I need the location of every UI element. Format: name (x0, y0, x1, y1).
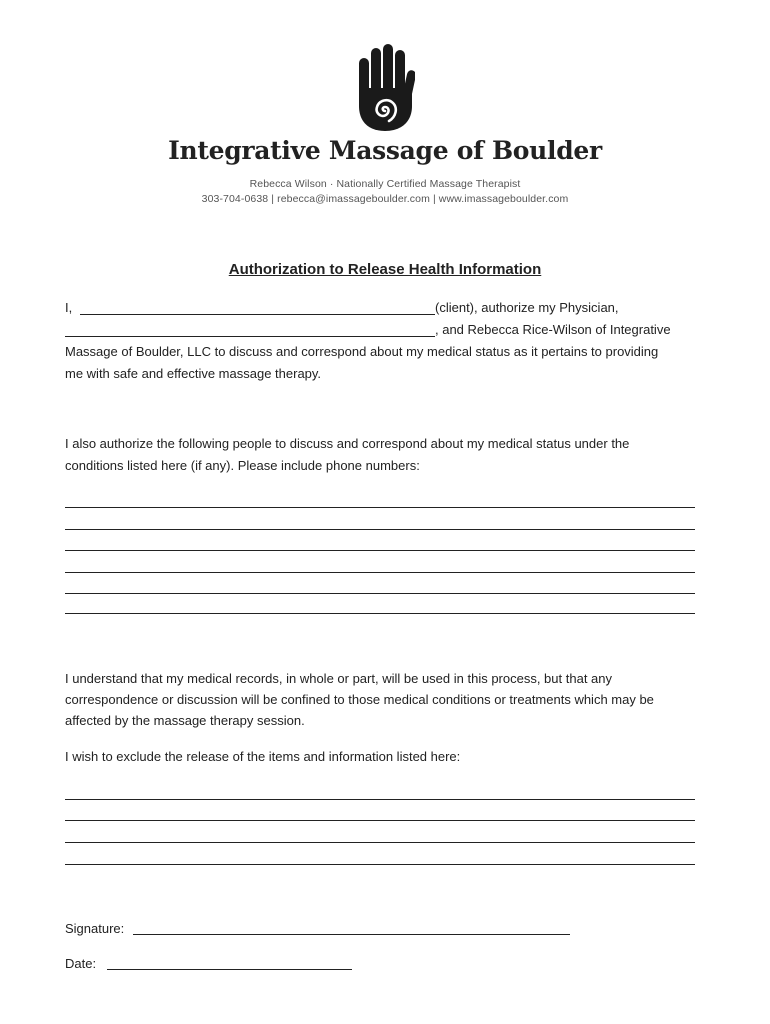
physician-name-field[interactable] (65, 336, 435, 337)
client-authorize-text: (client), authorize my Physician, (435, 300, 619, 315)
paragraph3-line3: affected by the massage therapy session. (65, 713, 305, 728)
signature-label: Signature: (65, 921, 125, 936)
paragraph4: I wish to exclude the release of the items and information listed here: (65, 749, 461, 764)
authorized-people-line[interactable] (65, 572, 695, 573)
date-field[interactable] (107, 969, 352, 970)
exclusions-line[interactable] (65, 799, 695, 800)
paragraph2-line2: conditions listed here (if any). Please include phone numbers: (65, 458, 420, 473)
exclusions-line[interactable] (65, 864, 695, 865)
paragraph1-line4: me with safe and effective massage therapy. (65, 366, 322, 381)
therapist-line: Rebecca Wilson · Nationally Certified Massage Therapist (249, 178, 521, 190)
date-label: Date: (65, 956, 97, 971)
paragraph3-line2: correspondence or discussion will be confined to those medical conditions or treatments which may be (65, 692, 654, 707)
form-title: Authorization to Release Health Information (228, 261, 542, 278)
paragraph3-line1: I understand that my medical records, in whole or part, will be used in this process, but that any (65, 671, 612, 686)
exclusions-line[interactable] (65, 842, 695, 843)
exclusions-line[interactable] (65, 820, 695, 821)
signature-field[interactable] (133, 934, 570, 935)
contact-line: 303-704-0638 | rebecca@imassageboulder.com | www.imassageboulder.com (201, 193, 569, 205)
authorized-people-line[interactable] (65, 507, 695, 508)
client-prefix: I, (65, 300, 73, 315)
hand-spiral-icon (355, 44, 415, 132)
physician-suffix-text: , and Rebecca Rice-Wilson of Integrative (435, 322, 671, 337)
authorized-people-line[interactable] (65, 550, 695, 551)
paragraph2-line1: I also authorize the following people to discuss and correspond about my medical status under the (65, 436, 630, 451)
client-name-field[interactable] (80, 314, 435, 315)
paragraph1-line3: Massage of Boulder, LLC to discuss and correspond about my medical status as it pertains to providing (65, 344, 659, 359)
authorized-people-line[interactable] (65, 593, 695, 594)
authorized-people-line[interactable] (65, 613, 695, 614)
authorized-people-line[interactable] (65, 529, 695, 530)
organization-name: Integrative Massage of Boulder (168, 136, 602, 165)
